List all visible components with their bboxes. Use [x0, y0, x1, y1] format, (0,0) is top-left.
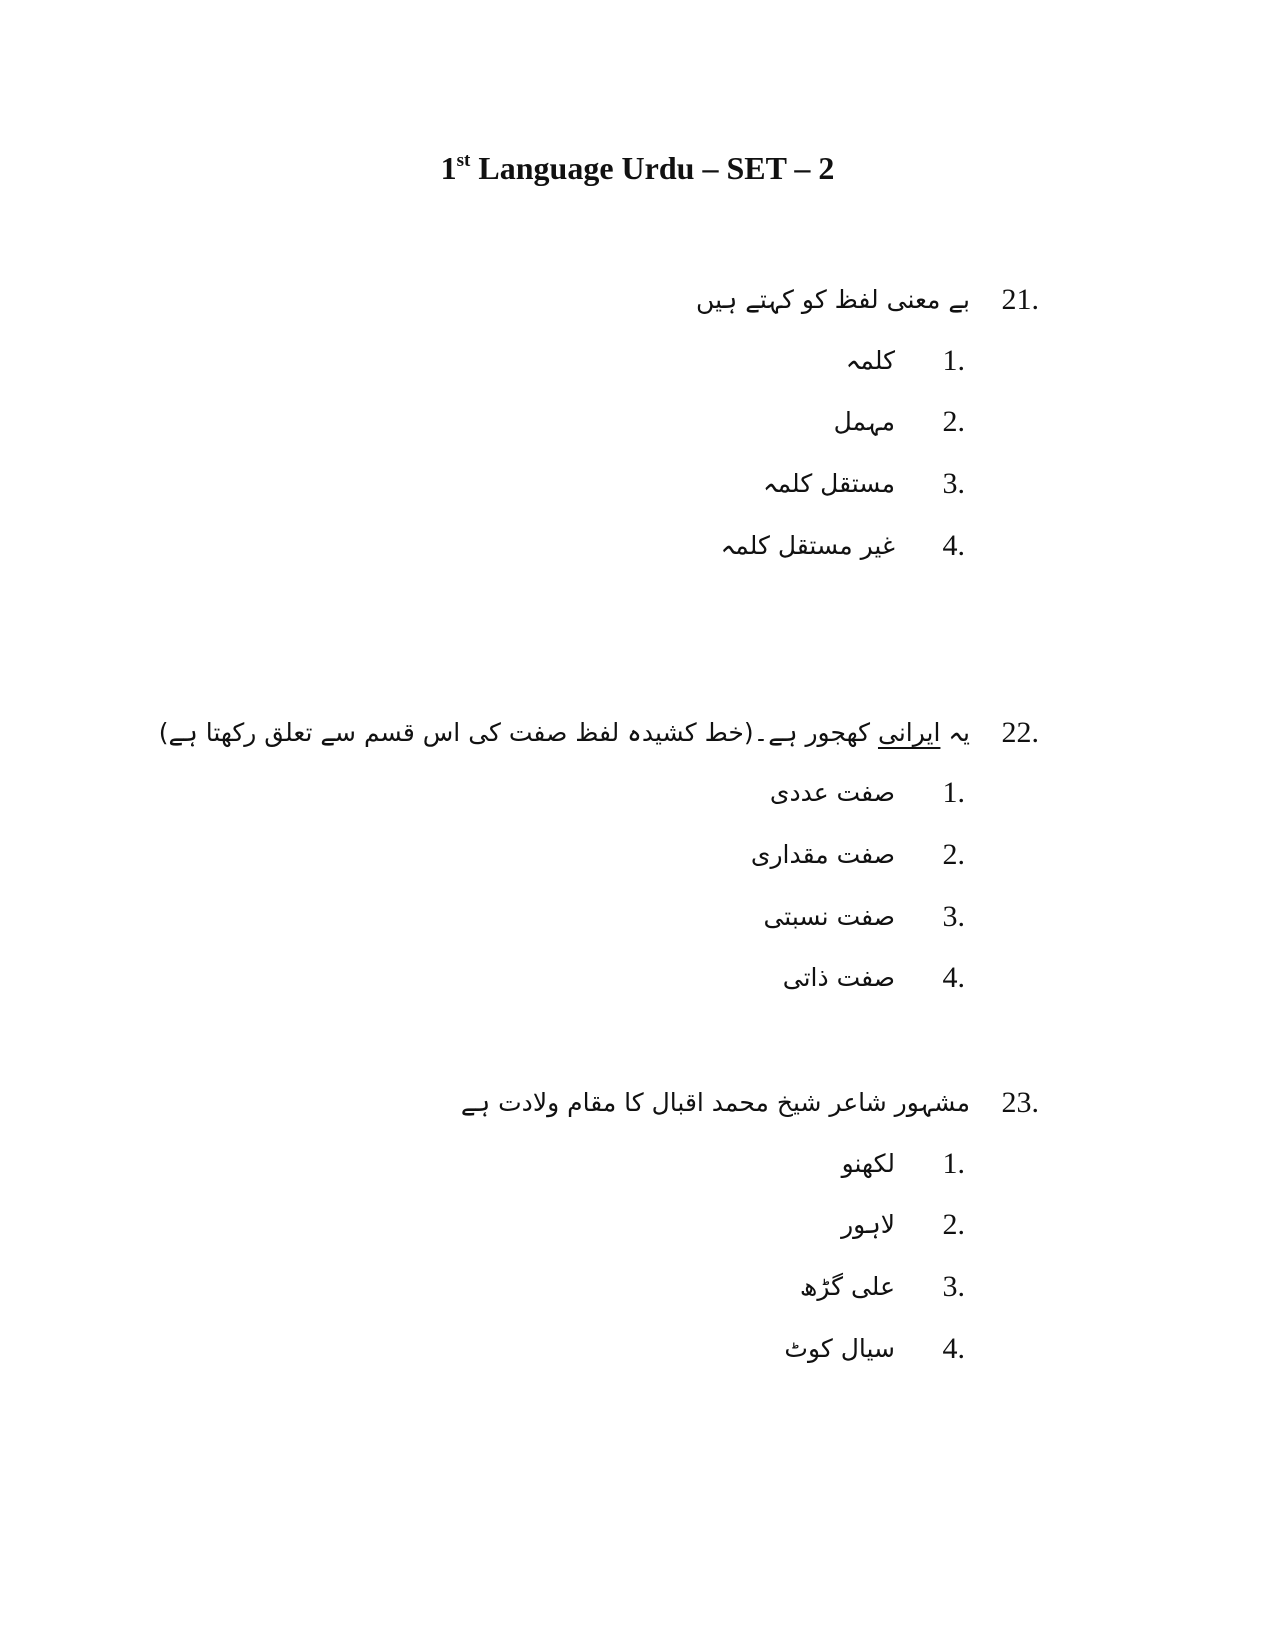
- question-stem: [0, 713, 1275, 753]
- question-text: [159, 713, 970, 753]
- option-3: [0, 897, 1275, 937]
- option-number: 3.: [942, 900, 965, 933]
- question-text-start: یہ: [940, 718, 970, 747]
- option-2: [0, 835, 1275, 875]
- question-text: بے معنی لفظ کو کہتے ہیں: [696, 285, 970, 314]
- option-2: [0, 1205, 1275, 1245]
- question-number: 21.: [1001, 283, 1039, 316]
- option-text: لکھنو: [841, 1149, 895, 1178]
- option-number: 2.: [942, 405, 965, 438]
- title-main: Language Urdu – SET – 2: [470, 150, 835, 186]
- option-4: [0, 1329, 1275, 1369]
- option-text: لاہور: [841, 1210, 895, 1239]
- option-1: [0, 1144, 1275, 1184]
- option-number: 3.: [942, 1270, 965, 1303]
- option-number: 4.: [942, 529, 965, 562]
- option-text: سیال کوٹ: [784, 1334, 895, 1363]
- option-number: 1.: [942, 344, 965, 377]
- page-title: [0, 148, 1275, 188]
- question-text-end: کھجور ہے۔(خط کشیدہ لفظ صفت کی اس قسم سے تعلق رکھتا ہے): [158, 718, 878, 747]
- option-text: کلمہ: [845, 346, 895, 375]
- question-text: مشہور شاعر شیخ محمد اقبال کا مقام ولادت ہے: [460, 1088, 970, 1117]
- option-text: صفت مقداری: [750, 840, 895, 869]
- option-1: [0, 773, 1275, 813]
- option-number: 3.: [942, 467, 965, 500]
- option-text: صفت ذاتی: [782, 963, 895, 992]
- question-stem: [0, 280, 1275, 320]
- option-number: 4.: [942, 961, 965, 994]
- option-number: 2.: [942, 1208, 965, 1241]
- option-number: 4.: [942, 1332, 965, 1365]
- option-4: [0, 958, 1275, 998]
- option-1: [0, 341, 1275, 381]
- underlined-word: ایرانی: [877, 718, 941, 747]
- title-prefix: 1: [440, 150, 457, 186]
- option-text: مستقل کلمہ: [762, 469, 895, 498]
- option-text: غیر مستقل کلمہ: [720, 531, 895, 560]
- option-number: 2.: [942, 838, 965, 871]
- option-4: [0, 526, 1275, 566]
- question-number: 22.: [1001, 716, 1039, 749]
- option-text: مہمل: [833, 407, 895, 436]
- option-text: صفت نسبتی: [763, 902, 895, 931]
- option-3: [0, 464, 1275, 504]
- option-2: [0, 402, 1275, 442]
- title-superscript: st: [456, 150, 471, 171]
- question-stem: [0, 1083, 1275, 1123]
- option-text: علی گڑھ: [799, 1272, 895, 1301]
- option-number: 1.: [942, 776, 965, 809]
- option-text: صفت عددی: [769, 778, 895, 807]
- option-3: [0, 1267, 1275, 1307]
- question-number: 23.: [1001, 1086, 1039, 1119]
- option-number: 1.: [942, 1147, 965, 1180]
